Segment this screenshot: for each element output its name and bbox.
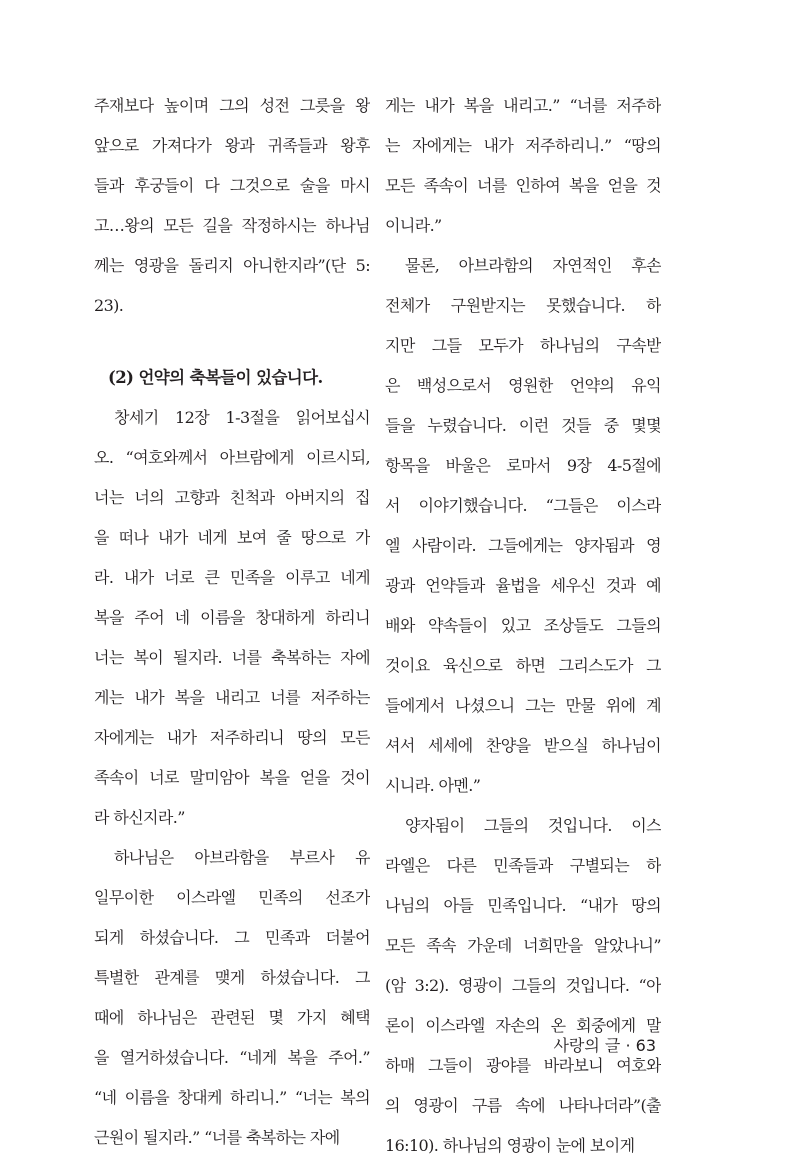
text-line: 23). bbox=[94, 296, 124, 315]
text-line: 족속이 너로 말미암아 복을 얻을 것이 bbox=[94, 768, 370, 787]
text-line: 나님의 아들 민족입니다. “내가 땅의 bbox=[385, 896, 661, 915]
text-line: 배와 약속들이 있고 조상들도 그들의 bbox=[385, 616, 661, 635]
text-line: 고…왕의 모든 길을 작정하시는 하나님 bbox=[94, 216, 370, 235]
text-line: 엘 사람이라. 그들에게는 양자됨과 영 bbox=[385, 536, 661, 555]
left-column bbox=[94, 86, 370, 1158]
text-line: 론이 이스라엘 자손의 온 회중에게 말 bbox=[385, 1016, 661, 1035]
text-line: 16:10). 하나님의 영광이 눈에 보이게 bbox=[385, 1136, 635, 1155]
text-line: 창세기 12장 1-3절을 읽어보십시 bbox=[114, 408, 370, 427]
text-line: 게는 내가 복을 내리고.” “너를 저주하 bbox=[385, 96, 661, 115]
text-line: 셔서 세세에 찬양을 받으실 하나님이 bbox=[385, 736, 661, 755]
text-line: 특별한 관계를 맺게 하셨습니다. 그 bbox=[94, 968, 370, 987]
text-line: 이니라.” bbox=[385, 216, 442, 235]
text-line: 을 열거하셨습니다. “네게 복을 주어.” bbox=[94, 1048, 370, 1067]
text-line: 하매 그들이 광야를 바라보니 여호와 bbox=[385, 1056, 661, 1075]
right-paragraph-romans bbox=[385, 246, 661, 806]
text-line: “네 이름을 창대케 하리니.” “너는 복의 bbox=[94, 1088, 370, 1107]
text-line: 들에게서 나셨으니 그는 만물 위에 계 bbox=[385, 696, 661, 715]
text-line: 하나님은 아브라함을 부르사 유 bbox=[114, 848, 370, 867]
text-line: 서 이야기했습니다. “그들은 이스라 bbox=[385, 496, 661, 515]
text-line: 양자됨이 그들의 것입니다. 이스 bbox=[405, 816, 661, 835]
text-line: 의 영광이 구름 속에 나타나더라”(출 bbox=[385, 1096, 661, 1115]
right-paragraph-genesis-end bbox=[385, 86, 661, 246]
text-line: 께는 영광을 돌리지 아니한지라”(단 5: bbox=[94, 256, 370, 275]
text-line: 물론, 아브라함의 자연적인 후손 bbox=[405, 256, 661, 275]
text-line: 모든 족속이 너를 인하여 복을 얻을 것 bbox=[385, 176, 661, 195]
right-paragraph-adoption bbox=[385, 806, 661, 1166]
left-paragraph-daniel-quote bbox=[94, 86, 370, 326]
text-line: 은 백성으로서 영원한 언약의 유익 bbox=[385, 376, 661, 395]
text-line: 복을 주어 네 이름을 창대하게 하리니 bbox=[94, 608, 370, 627]
text-line: 는 자에게는 내가 저주하리니.” “땅의 bbox=[385, 136, 661, 155]
section-gap bbox=[94, 326, 370, 358]
text-line: (암 3:2). 영광이 그들의 것입니다. “아 bbox=[385, 976, 661, 995]
text-line: 지만 그들 모두가 하나님의 구속받 bbox=[385, 336, 661, 355]
text-line: 들을 누렸습니다. 이런 것들 중 몇몇 bbox=[385, 416, 661, 435]
text-line: 주재보다 높이며 그의 성전 그릇을 왕 bbox=[94, 96, 370, 115]
text-line: 들과 후궁들이 다 그것으로 술을 마시 bbox=[94, 176, 370, 195]
text-line: 을 떠나 내가 네게 보여 줄 땅으로 가 bbox=[94, 528, 370, 547]
text-line: 게는 내가 복을 내리고 너를 저주하는 bbox=[94, 688, 370, 707]
text-line: 광과 언약들과 율법을 세우신 것과 예 bbox=[385, 576, 661, 595]
text-line: 자에게는 내가 저주하리니 땅의 모든 bbox=[94, 728, 370, 747]
text-line: 라엘은 다른 민족들과 구별되는 하 bbox=[385, 856, 661, 875]
text-line: 너는 복이 될지라. 너를 축복하는 자에 bbox=[94, 648, 370, 667]
text-line: 모든 족속 가운데 너희만을 알았나니” bbox=[385, 936, 661, 955]
text-line: 일무이한 이스라엘 민족의 선조가 bbox=[94, 888, 370, 907]
text-line: 라. 내가 너로 큰 민족을 이루고 네게 bbox=[94, 568, 370, 587]
text-line: 시니라. 아멘.” bbox=[385, 776, 481, 795]
text-line: 것이요 육신으로 하면 그리스도가 그 bbox=[385, 656, 661, 675]
left-paragraph-abraham bbox=[94, 838, 370, 1158]
right-column bbox=[385, 86, 661, 1166]
text-line: 오. “여호와께서 아브람에게 이르시되, bbox=[94, 448, 370, 467]
text-line: 때에 하나님은 관련된 몇 가지 혜택 bbox=[94, 1008, 370, 1027]
text-line: 근원이 될지라.” “너를 축복하는 자에 bbox=[94, 1128, 340, 1147]
section-heading: (2) 언약의 축복들이 있습니다. bbox=[108, 368, 323, 387]
text-line: 항목을 바울은 로마서 9장 4-5절에 bbox=[385, 456, 661, 475]
text-line: 너는 너의 고향과 친척과 아버지의 집 bbox=[94, 488, 370, 507]
text-line: 되게 하셨습니다. 그 민족과 더불어 bbox=[94, 928, 370, 947]
page-footer: 사랑의 글 · 63 bbox=[553, 1036, 656, 1055]
text-line: 라 하신지라.” bbox=[94, 808, 185, 827]
left-paragraph-genesis bbox=[94, 398, 370, 838]
text-line: 전체가 구원받지는 못했습니다. 하 bbox=[385, 296, 661, 315]
text-line: 앞으로 가져다가 왕과 귀족들과 왕후 bbox=[94, 136, 370, 155]
